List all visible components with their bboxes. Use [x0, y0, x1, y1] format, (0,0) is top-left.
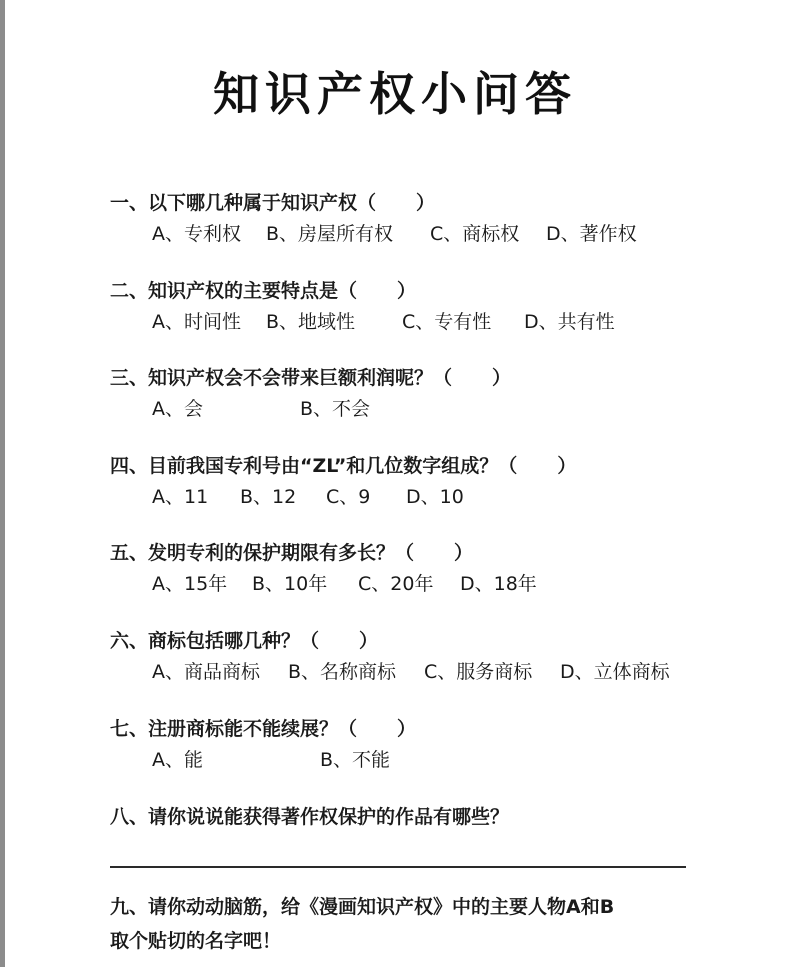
option-2b: B、地域性 — [266, 311, 356, 333]
question-4-close: ） — [557, 455, 577, 477]
option-4d: D、10 — [406, 486, 464, 508]
question-2-options — [152, 307, 615, 334]
question-5-text: 五、发明专利的保护期限有多长？（ — [110, 542, 415, 564]
question-6 — [110, 626, 378, 653]
question-3-options — [152, 394, 370, 421]
option-6c: C、服务商标 — [424, 661, 533, 683]
question-3 — [110, 363, 511, 390]
question-9-line-2: 取个贴切的名字吧！ — [110, 930, 282, 952]
option-5c: C、20年 — [358, 573, 434, 595]
question-3-close: ） — [492, 367, 512, 389]
question-1-options — [152, 219, 637, 246]
option-1d: D、著作权 — [546, 223, 637, 245]
question-9 — [110, 890, 710, 958]
option-6b: B、名称商标 — [288, 661, 397, 683]
option-4c: C、9 — [326, 486, 371, 508]
question-1-text: 一、以下哪几种属于知识产权（ — [110, 192, 377, 214]
question-4-text: 四、目前我国专利号由“ZL”和几位数字组成？（ — [110, 455, 518, 477]
question-8-text: 八、请你说说能获得著作权保护的作品有哪些？ — [110, 806, 510, 828]
question-1 — [110, 188, 435, 215]
question-7-text: 七、注册商标能不能续展？（ — [110, 718, 358, 740]
option-2c: C、专有性 — [402, 311, 492, 333]
option-5d: D、18年 — [460, 573, 537, 595]
page-title: 知识产权小问答 — [213, 67, 577, 121]
option-4b: B、12 — [240, 486, 297, 508]
question-5-close: ） — [454, 542, 474, 564]
option-7b: B、不能 — [320, 749, 391, 771]
question-3-text: 三、知识产权会不会带来巨额利润呢？（ — [110, 367, 453, 389]
question-6-text: 六、商标包括哪几种？（ — [110, 630, 320, 652]
option-1a: A、专利权 — [152, 223, 241, 245]
question-7-close: ） — [397, 718, 417, 740]
option-5b: B、10年 — [252, 573, 328, 595]
option-3a: A、会 — [152, 398, 203, 420]
question-5-options — [152, 569, 537, 596]
option-5a: A、15年 — [152, 573, 228, 595]
question-6-close: ） — [359, 630, 379, 652]
option-1c: C、商标权 — [430, 223, 520, 245]
question-2-close: ） — [397, 280, 417, 302]
answer-line[interactable] — [110, 866, 686, 868]
question-7 — [110, 714, 416, 741]
option-6d: D、立体商标 — [560, 661, 670, 683]
option-2d: D、共有性 — [524, 311, 615, 333]
option-7a: A、能 — [152, 749, 203, 771]
question-8 — [110, 802, 509, 829]
page-left-border — [0, 0, 5, 967]
question-4 — [110, 451, 576, 478]
option-2a: A、时间性 — [152, 311, 241, 333]
option-1b: B、房屋所有权 — [266, 223, 394, 245]
question-9-line-1: 九、请你动动脑筋，给《漫画知识产权》中的主要人物A和B — [110, 896, 615, 918]
option-4a: A、11 — [152, 486, 209, 508]
question-6-options — [152, 657, 670, 684]
option-6a: A、商品商标 — [152, 661, 260, 683]
option-3b: B、不会 — [300, 398, 371, 420]
question-7-options — [152, 745, 390, 772]
question-5 — [110, 538, 473, 565]
question-4-options — [152, 482, 464, 509]
question-2-text: 二、知识产权的主要特点是（ — [110, 280, 358, 302]
question-2 — [110, 276, 416, 303]
question-1-close: ） — [416, 192, 436, 214]
